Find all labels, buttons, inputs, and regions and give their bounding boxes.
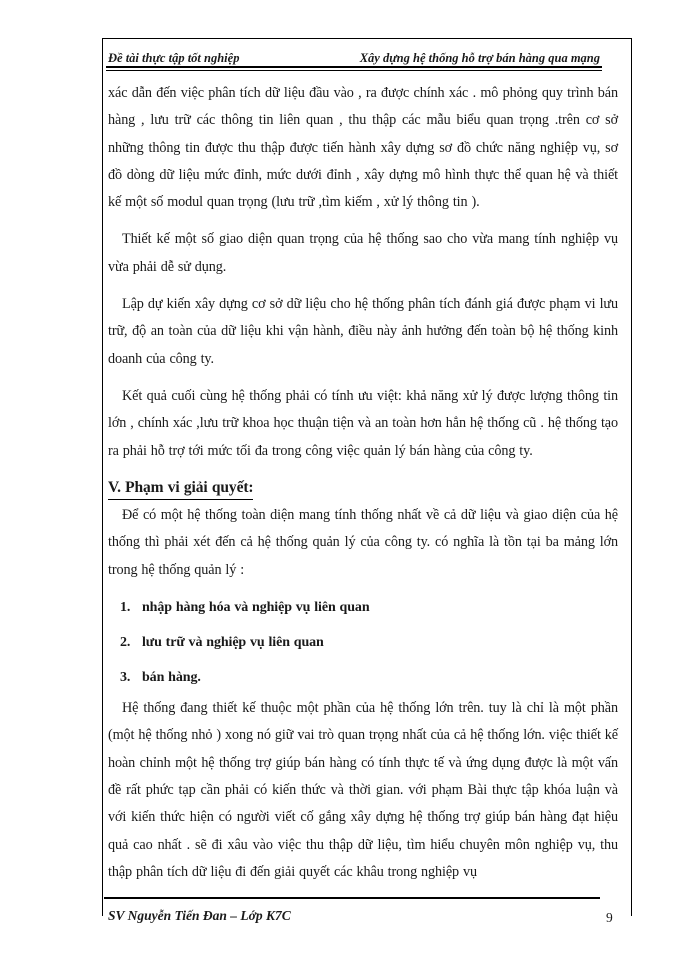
page-border-left: [102, 38, 103, 916]
page-header: [108, 44, 600, 66]
scope-list: [108, 590, 618, 695]
page-border-top: [102, 38, 632, 39]
list-item-text: lưu trữ và nghiệp vụ liên quan: [142, 635, 324, 651]
paragraph-4: Kết quả cuối cùng hệ thống phải có tính ưu việt: khả năng xử lý được lượng thông tin lớn , chính xác ,lưu trữ khoa học thuận tiện và an toàn hơn hẳn hệ thống cũ . hệ thống tạo ra phải hỗ trợ tới mức tối đa trong công việc quản lý bán hàng của công ty.: [108, 387, 618, 459]
list-item: [120, 590, 618, 625]
footer-rule: [104, 897, 600, 899]
list-item: [120, 625, 618, 660]
list-item: [120, 660, 618, 695]
paragraph-1: xác dẫn đến việc phân tích dữ liệu đầu vào , ra được chính xác . mô phỏng quy trình bán hàng , lưu trữ các thông tin liên quan , thu thập các mẫu biểu quan trọng .trên cơ sở những thông tin được thu thập được tiến hành xây dựng sơ đồ chức năng nghiệp vụ, sơ đồ dòng dữ liệu mức đỉnh, mức dưới đỉnh , xây dựng mô hình thực thể quan hệ và thiết kế một số modul quan trọng (lưu trữ ,tìm kiếm , xử lý thông tin ).: [108, 85, 618, 211]
list-item-number: 3.: [120, 670, 131, 686]
header-right-title: Xây dựng hệ thống hỗ trợ bán hàng qua mạng: [359, 51, 600, 65]
section-heading: V. Phạm vi giải quyết:: [108, 477, 253, 500]
paragraph-5: Để có một hệ thống toàn diện mang tính thống nhất về cả dữ liệu và giao diện của hệ thống thì phải xét đến cả hệ thống quản lý của công ty. có nghĩa là tồn tại ba mảng lớn trong hệ thống quản lý :: [108, 507, 618, 578]
paragraph-3: Lập dự kiến xây dựng cơ sở dữ liệu cho hệ thống phân tích đánh giá được phạm vi lưu trữ, độ an toàn của dữ liệu khi vận hành, điều này ảnh hưởng đến toàn bộ hệ thống kinh doanh của công ty.: [108, 296, 618, 367]
list-item-text: bán hàng.: [142, 670, 201, 686]
page-number: 9: [606, 910, 613, 925]
page-content: [108, 80, 618, 886]
header-rule: [106, 66, 602, 71]
list-item-number: 1.: [120, 600, 131, 616]
list-item-number: 2.: [120, 635, 131, 651]
footer-author: SV Nguyễn Tiến Đan – Lớp K7C: [108, 908, 291, 923]
header-left-title: Đề tài thực tập tốt nghiệp: [108, 51, 240, 65]
page-border-right: [631, 38, 632, 916]
paragraph-2: Thiết kế một số giao diện quan trọng của hệ thống sao cho vừa mang tính nghiệp vụ vừa phải dễ sử dụng.: [108, 231, 618, 275]
paragraph-6: Hệ thống đang thiết kế thuộc một phần của hệ thống lớn trên. tuy là chỉ là một phần (một hệ thống nhỏ ) xong nó giữ vai trò quan trọng nhất của cả hệ thống lớn. việc thiết kế hoàn chỉnh một hệ thống trợ giúp bán hàng có tính thực tế và ứng dụng được là một vấn đề rất phức tạp cần phải có kiến thức và thời gian. với phạm Bài thực tập khóa luận và với kiến thức hiện có người viết cố gắng xây dựng hệ thống trợ giúp bán hàng đạt hiệu quả cao nhất . sẽ đi xâu vào việc thu thập dữ liệu, tìm hiểu chuyên môn nghiệp vụ, thu thập phân tích dữ liệu đi đến giải quyết các khâu trong nghiệp vụ: [108, 700, 618, 880]
list-item-text: nhập hàng hóa và nghiệp vụ liên quan: [142, 600, 370, 616]
